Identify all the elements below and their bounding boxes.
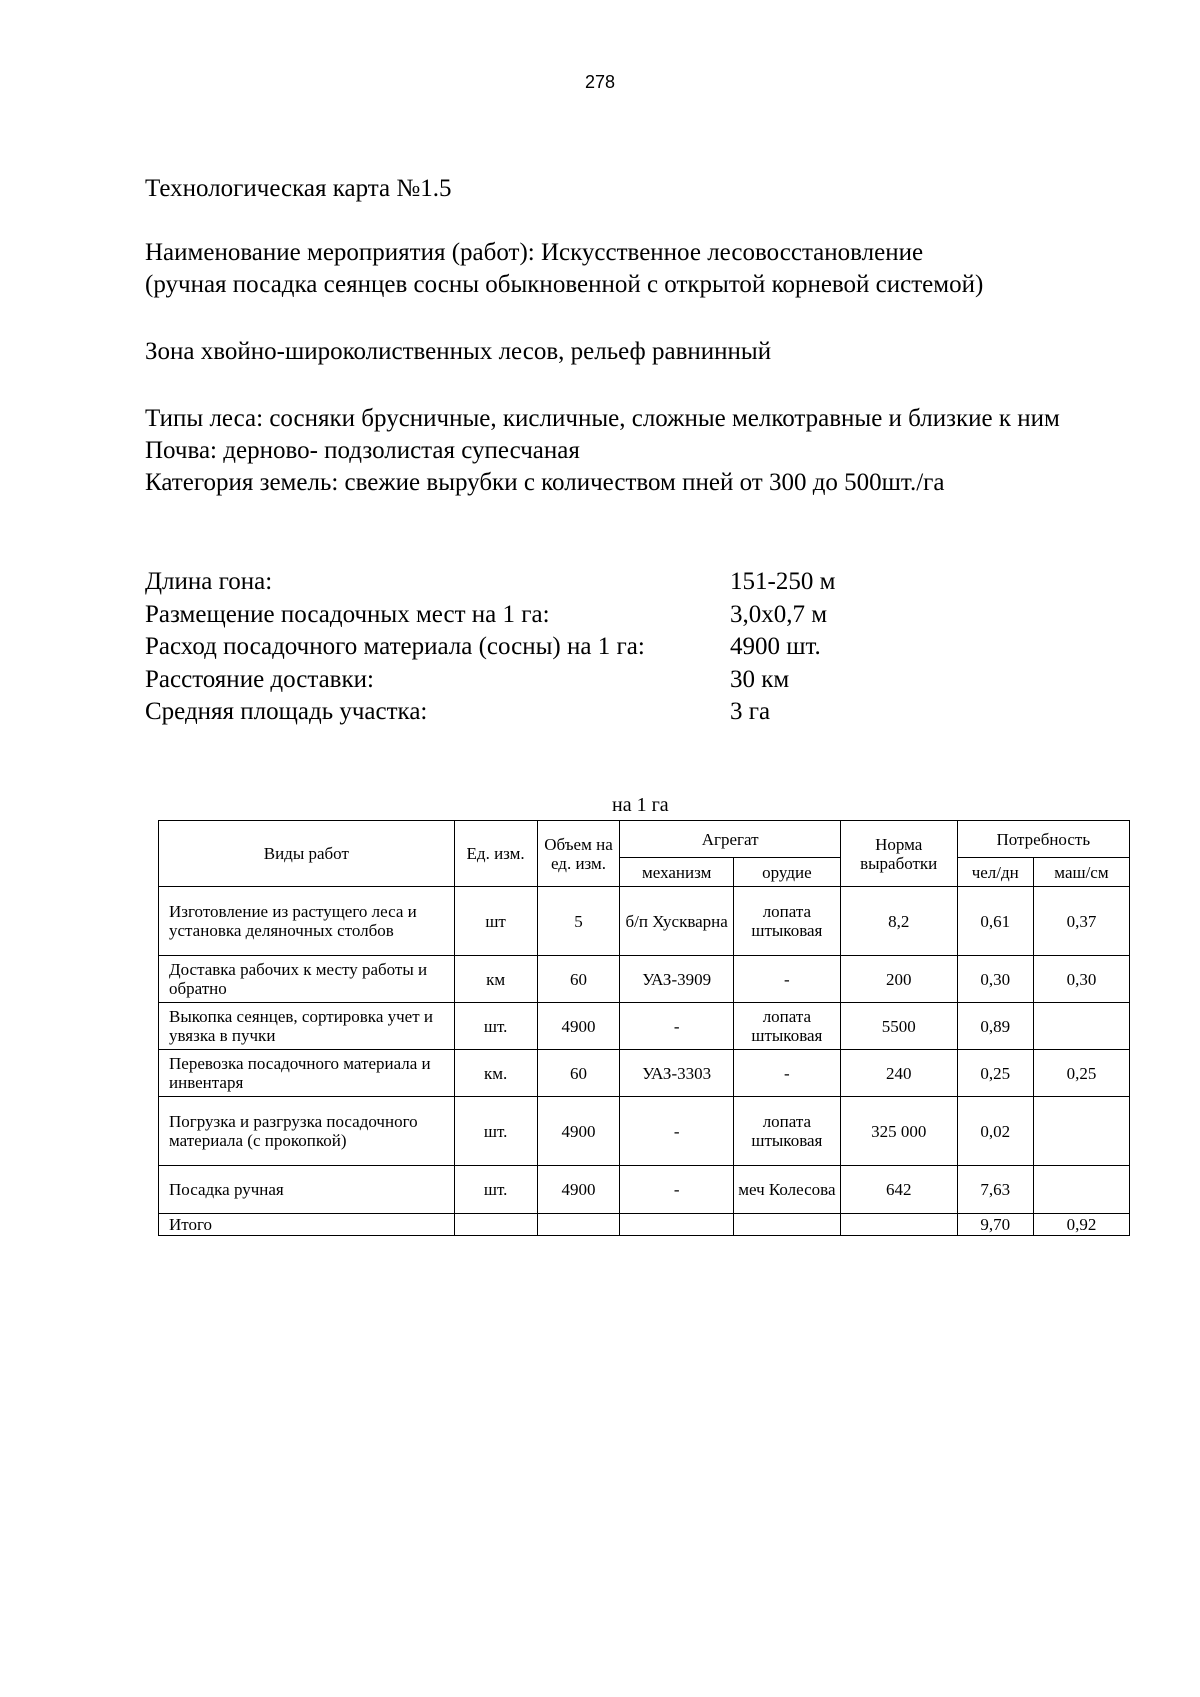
cell-man-days: 0,61: [957, 887, 1033, 956]
cell-man-days: 0,89: [957, 1003, 1033, 1050]
header-man-days: чел/дн: [957, 858, 1033, 887]
cell-tool: меч Колесова: [733, 1166, 840, 1214]
header-unit: Ед. изм.: [454, 821, 537, 887]
cell-man-days: 7,63: [957, 1166, 1033, 1214]
cell-norm: 325 000: [840, 1097, 957, 1166]
table-total-row: [159, 1214, 1130, 1236]
param-value: 151-250 м: [730, 568, 836, 595]
header-machine-shifts: маш/см: [1033, 858, 1129, 887]
cell-volume: 4900: [537, 1166, 620, 1214]
cell-volume: 4900: [537, 1097, 620, 1166]
cell-machine-shifts: 0,37: [1033, 887, 1129, 956]
cell-machine-shifts: [1033, 1166, 1129, 1214]
works-table: [158, 820, 1130, 1236]
header-norm: Норма выработки: [840, 821, 957, 887]
cell-tool: -: [733, 1050, 840, 1097]
cell-work: Изготовление из растущего леса и установка деляночных столбов: [159, 887, 455, 956]
cell-unit: км: [454, 956, 537, 1003]
cell-mechanism: УАЗ-3303: [620, 1050, 733, 1097]
table-row: [159, 1166, 1130, 1214]
cell-man-days: 0,02: [957, 1097, 1033, 1166]
cell-unit: шт.: [454, 1097, 537, 1166]
cell-work: Погрузка и разгрузка посадочного материала (с прокопкой): [159, 1097, 455, 1166]
cell-machine-shifts: 0,25: [1033, 1050, 1129, 1097]
cell-unit: км.: [454, 1050, 537, 1097]
table-row: [159, 956, 1130, 1003]
cell-norm: 8,2: [840, 887, 957, 956]
site-description: [145, 403, 1155, 499]
cell-machine-shifts: [1033, 1097, 1129, 1166]
cell-work: Доставка рабочих к месту работы и обратно: [159, 956, 455, 1003]
activity-line-1: Наименование мероприятия (работ): Искусственное лесовосстановление: [145, 239, 924, 266]
param-label: Средняя площадь участка:: [145, 698, 428, 725]
header-volume: Объем на ед. изм.: [537, 821, 620, 887]
param-label: Расход посадочного материала (сосны) на 1 га:: [145, 633, 645, 660]
activity-name: [145, 237, 1105, 301]
soil-type: Почва: дерново- подзолистая супесчаная: [145, 437, 580, 464]
table-caption: на 1 га: [612, 794, 669, 816]
cell-norm: 200: [840, 956, 957, 1003]
cell-mechanism: -: [620, 1003, 733, 1050]
param-value: 3 га: [730, 698, 771, 725]
cell-norm: 5500: [840, 1003, 957, 1050]
header-tool: орудие: [733, 858, 840, 887]
table-row: [159, 1050, 1130, 1097]
table-row: [159, 1003, 1130, 1050]
cell-unit: шт: [454, 887, 537, 956]
cell-total-man-days: 9,70: [957, 1214, 1033, 1236]
cell-work: Посадка ручная: [159, 1166, 455, 1214]
document-title: Технологическая карта №1.5: [145, 175, 452, 202]
cell-unit: шт.: [454, 1003, 537, 1050]
table-header-row: [159, 821, 1130, 858]
activity-line-2: (ручная посадка сеянцев сосны обыкновенной с открытой корневой системой): [145, 271, 984, 298]
cell-mechanism: -: [620, 1166, 733, 1214]
page-number: 278: [584, 72, 616, 92]
header-aggregate: Агрегат: [620, 821, 840, 858]
cell-mechanism: -: [620, 1097, 733, 1166]
param-label: Размещение посадочных мест на 1 га:: [145, 600, 550, 628]
cell-unit: шт.: [454, 1166, 537, 1214]
cell-volume: 60: [537, 956, 620, 1003]
cell-total-label: Итого: [159, 1214, 455, 1236]
cell-empty: [733, 1214, 840, 1236]
param-value: 3,0х0,7 м: [730, 600, 828, 628]
cell-machine-shifts: [1033, 1003, 1129, 1050]
cell-empty: [454, 1214, 537, 1236]
table-row: [159, 1097, 1130, 1166]
cell-man-days: 0,30: [957, 956, 1033, 1003]
cell-tool: лопата штыковая: [733, 1003, 840, 1050]
forest-types: Типы леса: сосняки брусничные, кисличные, сложные мелкотравные и близкие к ним: [145, 405, 1060, 432]
cell-man-days: 0,25: [957, 1050, 1033, 1097]
param-value: 30 км: [730, 665, 790, 693]
cell-empty: [840, 1214, 957, 1236]
cell-tool: лопата штыковая: [733, 1097, 840, 1166]
cell-norm: 642: [840, 1166, 957, 1214]
forest-zone: Зона хвойно-широколиственных лесов, рельеф равнинный: [145, 338, 772, 365]
cell-total-machine-shifts: 0,92: [1033, 1214, 1129, 1236]
cell-volume: 4900: [537, 1003, 620, 1050]
cell-volume: 60: [537, 1050, 620, 1097]
cell-mechanism: УАЗ-3909: [620, 956, 733, 1003]
param-label: Длина гона:: [145, 568, 273, 595]
header-need: Потребность: [957, 821, 1129, 858]
cell-tool: -: [733, 956, 840, 1003]
cell-tool: лопата штыковая: [733, 887, 840, 956]
cell-empty: [537, 1214, 620, 1236]
cell-empty: [620, 1214, 733, 1236]
header-work-type: Виды работ: [159, 821, 455, 887]
param-label: Расстояние доставки:: [145, 665, 374, 693]
cell-volume: 5: [537, 887, 620, 956]
header-mechanism: механизм: [620, 858, 733, 887]
land-category: Категория земель: свежие вырубки с количеством пней от 300 до 500шт./га: [145, 469, 945, 496]
cell-machine-shifts: 0,30: [1033, 956, 1129, 1003]
param-value: 4900 шт.: [730, 633, 821, 660]
cell-norm: 240: [840, 1050, 957, 1097]
cell-work: Перевозка посадочного материала и инвентаря: [159, 1050, 455, 1097]
cell-work: Выкопка сеянцев, сортировка учет и увязка в пучки: [159, 1003, 455, 1050]
table-row: [159, 887, 1130, 956]
cell-mechanism: б/п Хускварна: [620, 887, 733, 956]
